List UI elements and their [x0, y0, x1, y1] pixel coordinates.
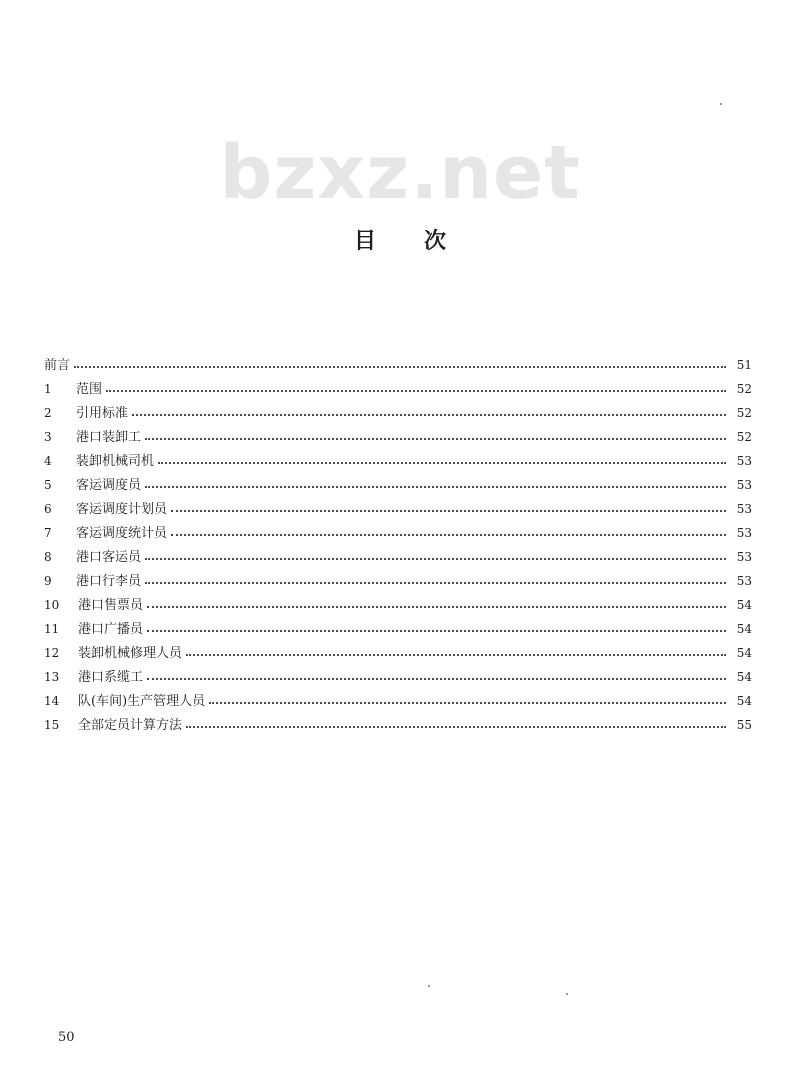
toc-entry [44, 497, 752, 521]
toc-number: 1 [44, 382, 52, 396]
toc-page: 53 [736, 502, 752, 516]
toc-label: 范围 [76, 382, 103, 397]
toc-page: 54 [736, 694, 752, 708]
toc-page: 52 [736, 382, 752, 396]
toc-entry [44, 689, 752, 713]
leader-dots [145, 436, 726, 440]
scan-speck [428, 985, 430, 987]
leader-dots [145, 580, 726, 584]
toc-label: 港口系缆工 [78, 670, 144, 685]
toc-number: 15 [44, 718, 60, 732]
toc-label: 装卸机械司机 [76, 454, 155, 469]
toc-number: 11 [44, 622, 60, 636]
leader-dots [145, 484, 726, 488]
watermark: bzxz.net [219, 130, 581, 216]
leader-dots [158, 460, 726, 464]
toc-number: 8 [44, 550, 52, 564]
toc-entry [44, 641, 752, 665]
toc-page: 54 [736, 598, 752, 612]
leader-dots [106, 388, 726, 392]
toc-number: 7 [44, 526, 52, 540]
toc-label: 前言 [44, 358, 71, 373]
toc-number: 4 [44, 454, 52, 468]
toc-entry [44, 377, 752, 401]
toc-label: 客运调度统计员 [76, 526, 168, 541]
leader-dots [145, 556, 726, 560]
toc-entry [44, 593, 752, 617]
leader-dots [171, 532, 726, 536]
toc-label: 全部定员计算方法 [78, 718, 183, 733]
toc-page: 54 [736, 646, 752, 660]
toc-page: 55 [736, 718, 752, 732]
leader-dots [186, 724, 726, 728]
toc-label: 港口广播员 [78, 622, 144, 637]
toc-entry [44, 425, 752, 449]
leader-dots [132, 412, 726, 416]
leader-dots [209, 700, 726, 704]
toc-page: 54 [736, 622, 752, 636]
toc-label: 港口行李员 [76, 574, 142, 589]
page-number: 50 [58, 1030, 75, 1045]
toc-number: 2 [44, 406, 52, 420]
title-char-2: 次 [424, 229, 447, 254]
toc-page: 51 [736, 358, 752, 372]
toc-entry [44, 545, 752, 569]
page-title [0, 224, 800, 255]
toc-number: 14 [44, 694, 60, 708]
toc-number: 5 [44, 478, 52, 492]
toc-label: 装卸机械修理人员 [78, 646, 183, 661]
toc-page: 52 [736, 430, 752, 444]
toc-entry [44, 401, 752, 425]
leader-dots [74, 364, 726, 368]
toc-page: 53 [736, 478, 752, 492]
toc-label: 港口售票员 [78, 598, 144, 613]
toc-entry [44, 449, 752, 473]
toc-number: 10 [44, 598, 60, 612]
scan-speck [566, 993, 568, 995]
toc-entry [44, 353, 752, 377]
toc-entry [44, 569, 752, 593]
toc-number: 9 [44, 574, 52, 588]
toc-number: 6 [44, 502, 52, 516]
toc-entry [44, 473, 752, 497]
leader-dots [186, 652, 726, 656]
toc-entry [44, 713, 752, 737]
title-char-1: 目 [353, 229, 376, 254]
leader-dots [147, 628, 726, 632]
toc-label: 队(车间)生产管理人员 [78, 694, 206, 709]
toc-label: 客运调度计划员 [76, 502, 168, 517]
toc-page: 53 [736, 550, 752, 564]
toc-label: 客运调度员 [76, 478, 142, 493]
toc-label: 引用标准 [76, 406, 129, 421]
toc-page: 53 [736, 526, 752, 540]
toc-page: 53 [736, 454, 752, 468]
toc-page: 52 [736, 406, 752, 420]
table-of-contents [44, 353, 752, 737]
toc-number: 3 [44, 430, 52, 444]
toc-entry [44, 521, 752, 545]
toc-page: 53 [736, 574, 752, 588]
leader-dots [171, 508, 726, 512]
toc-page: 54 [736, 670, 752, 684]
toc-entry [44, 665, 752, 689]
leader-dots [147, 604, 726, 608]
scan-speck [720, 103, 722, 105]
toc-number: 12 [44, 646, 60, 660]
toc-number: 13 [44, 670, 60, 684]
leader-dots [147, 676, 726, 680]
toc-label: 港口客运员 [76, 550, 142, 565]
toc-entry [44, 617, 752, 641]
toc-label: 港口装卸工 [76, 430, 142, 445]
